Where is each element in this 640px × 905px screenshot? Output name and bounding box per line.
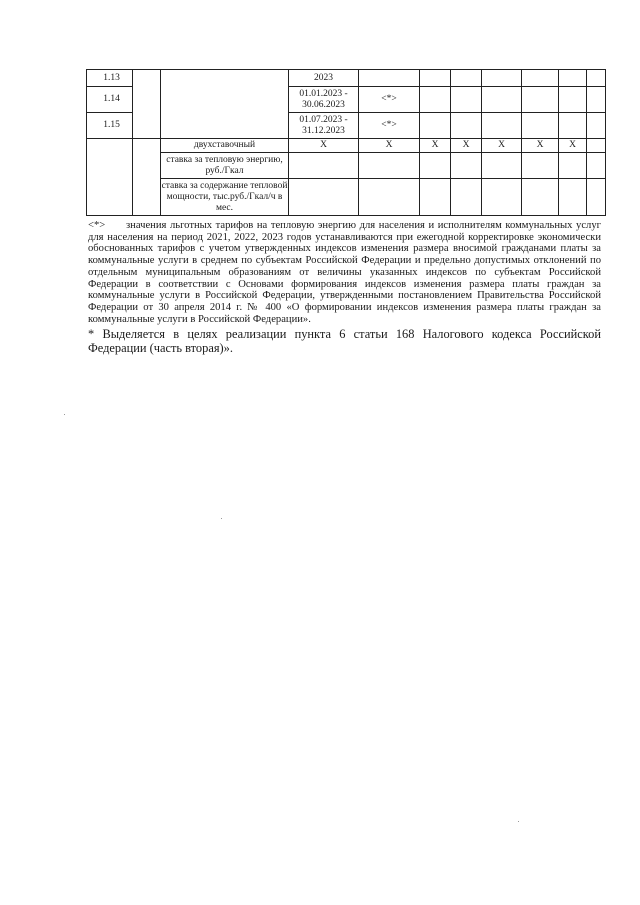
x-mark: Х [289,139,359,153]
blank-cell [587,87,606,113]
blank-cell [559,153,587,179]
blank-cell [482,179,522,216]
blank-cell [359,179,420,216]
footnotes [88,220,601,355]
blank-cell [482,87,522,113]
blank-cell [522,70,559,87]
x-mark: Х [451,139,482,153]
footnote-marker: <*> [88,220,106,231]
x-mark: Х [482,139,522,153]
asterisk-note: * Выделяется в целях реализации пункта 6 статьи 168 Налогового кодекса Российской Федерации (часть вторая)». [88,327,601,356]
x-mark: Х [359,139,420,153]
blank-cell [87,139,133,216]
blank-cell [359,153,420,179]
table-row [87,153,606,179]
row-number: 1.15 [87,113,133,139]
blank-cell [420,113,451,139]
blank-cell [522,87,559,113]
blank-cell [522,153,559,179]
blank-cell [522,179,559,216]
blank-cell [559,113,587,139]
blank-cell [133,139,161,216]
blank-cell [587,113,606,139]
blank-cell [289,179,359,216]
scan-speck [64,414,65,415]
blank-cell [420,179,451,216]
blank-cell [133,70,161,139]
blank-cell [522,113,559,139]
rate-energy-label: ставка за тепловую энергию, руб./Гкал [161,153,289,179]
value-cell: <*> [359,87,420,113]
table-row [87,179,606,216]
blank-cell [161,70,289,139]
footnote-paragraph [88,220,601,325]
scan-speck [221,518,222,519]
blank-cell [559,179,587,216]
x-mark: Х [522,139,559,153]
blank-cell [451,153,482,179]
period-cell: 2023 [289,70,359,87]
blank-cell [482,70,522,87]
value-cell [359,70,420,87]
blank-cell [587,70,606,87]
blank-cell [420,87,451,113]
blank-cell [587,139,606,153]
row-number: 1.13 [87,70,133,87]
footnote-text: значения льготных тарифов на тепловую энергию для населения и исполнителям коммунальных услуг для населения на период 2021, 2022, 2023 годов устанавливаются при ежегодной корректировке экономически обоснованных тарифов с учетом утвержденных индексов изменения размера вносимой гражданами платы за коммунальные услуги в среднем по субъектам Российской Федерации и предельно допустимых отклонений по отдельным муниципальным образованиям от величины указанных индексов по субъектам Российской Федерации в соответствии с Основами формирования индексов изменения размера платы граждан за коммунальные услуги в Российской Федерации, утвержденными постановлением Правительства Российской Федерации от 30 апреля 2014 г. № 400 «О формировании индексов изменения размера платы граждан за коммунальные услуги в Российской Федерации». [88,220,601,325]
two-part-label: двухставочный [161,139,289,153]
blank-cell [451,113,482,139]
scan-speck [518,821,519,822]
period-cell: 01.01.2023 - 30.06.2023 [289,87,359,113]
x-mark: Х [420,139,451,153]
table-row [87,139,606,153]
blank-cell [482,153,522,179]
blank-cell [559,87,587,113]
blank-cell [482,113,522,139]
table-row [87,70,606,87]
row-number: 1.14 [87,87,133,113]
tariff-table [86,69,606,216]
blank-cell [289,153,359,179]
blank-cell [451,70,482,87]
blank-cell [587,153,606,179]
x-mark: Х [559,139,587,153]
blank-cell [451,179,482,216]
blank-cell [420,70,451,87]
blank-cell [559,70,587,87]
blank-cell [587,179,606,216]
rate-capacity-label: ставка за содержание тепловой мощности, тыс.руб./Гкал/ч в мес. [161,179,289,216]
value-cell: <*> [359,113,420,139]
blank-cell [420,153,451,179]
blank-cell [451,87,482,113]
period-cell: 01.07.2023 - 31.12.2023 [289,113,359,139]
